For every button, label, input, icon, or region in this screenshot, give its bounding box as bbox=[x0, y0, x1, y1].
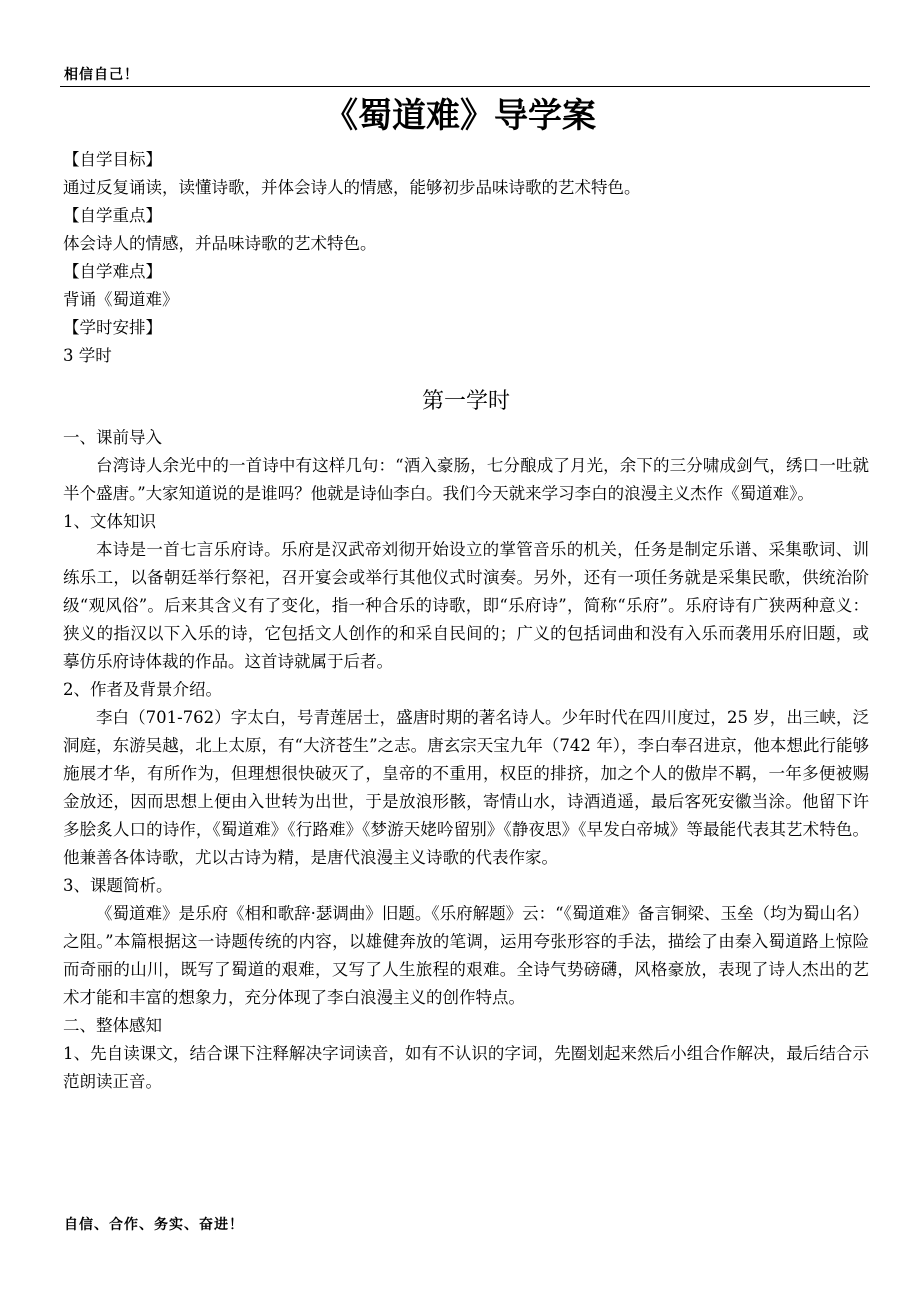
part1-item2-heading: 2、作者及背景介绍。 bbox=[63, 680, 222, 699]
part1-item2-body: 李白（701-762）字太白，号青莲居士，盛唐时期的著名诗人。少年时代在四川度过，25 岁，出三峡，泛洞庭，东游吴越，北上太原，有“大济苍生”之志。唐玄宗天宝九年（742 年），李白奉召进京，他本想此行能够施展才华，有所作为，但理想很快破灭了，皇帝的不重用，权臣的排挤，加之个人的傲岸不羁，一年多便被赐金放还，因而思想上便由入世转为出世，于是放浪形骸，寄情山水，诗酒逍遥，最后客死安徽当涂。他留下许多脍炙人口的诗作，《蜀道难》《行路难》《梦游天姥吟留别》《静夜思》《早发白帝城》等最能代表其艺术特色。他兼善各体诗歌，尤以古诗为精，是唐代浪漫主义诗歌的代表作家。 bbox=[63, 708, 869, 867]
section-body-focus: 体会诗人的情感，并品味诗歌的艺术特色。 bbox=[63, 234, 377, 253]
part1-heading: 一、课前导入 bbox=[63, 428, 162, 447]
part1-item1-body: 本诗是一首七言乐府诗。乐府是汉武帝刘彻开始设立的掌管音乐的机关，任务是制定乐谱、采集歌词、训练乐工，以备朝廷举行祭祀，召开宴会或举行其他仪式时演奏。另外，还有一项任务就是采集民歌，供统治阶级“观风俗”。后来其含义有了变化，指一种合乐的诗歌，即“乐府诗”，简称“乐府”。乐府诗有广狭两种意义：狭义的指汉以下入乐的诗，它包括文人创作的和采自民间的；广义的包括词曲和没有入乐而袭用乐府旧题，或摹仿乐府诗体裁的作品。这首诗就属于后者。 bbox=[63, 540, 869, 671]
section-heading-focus: 【自学重点】 bbox=[63, 206, 162, 225]
document-body bbox=[63, 146, 869, 1096]
lesson-title: 第一学时 bbox=[421, 389, 510, 414]
section-heading-goals: 【自学目标】 bbox=[63, 150, 162, 169]
part1-item3-body: 《蜀道难》是乐府《相和歌辞·瑟调曲》旧题。《乐府解题》云：“《蜀道难》备言铜梁、玉垒（均为蜀山名）之阻。”本篇根据这一诗题传统的内容，以雄健奔放的笔调，运用夸张形容的手法，描绘了由秦入蜀道路上惊险而奇丽的山川，既写了蜀道的艰难，又写了人生旅程的艰难。全诗气势磅礴，风格豪放，表现了诗人杰出的艺术才能和丰富的想象力，充分体现了李白浪漫主义的创作特点。 bbox=[63, 904, 869, 1007]
section-body-goals: 通过反复诵读，读懂诗歌，并体会诗人的情感，能够初步品味诗歌的艺术特色。 bbox=[63, 178, 641, 197]
page-header-motto: 相信自己！ bbox=[64, 67, 139, 83]
part2-item1: 1、先自读课文，结合课下注释解决字词读音，如有不认识的字词，先圈划起来然后小组合作解决，最后结合示范朗读正音。 bbox=[63, 1044, 869, 1091]
part1-intro: 台湾诗人余光中的一首诗中有这样几句：“酒入豪肠，七分酿成了月光，余下的三分啸成剑气，绣口一吐就半个盛唐。”大家知道说的是谁吗？他就是诗仙李白。我们今天就来学习李白的浪漫主义杰作《蜀道难》。 bbox=[63, 456, 869, 503]
header-divider bbox=[60, 86, 870, 87]
part1-item3-heading: 3、课题简析。 bbox=[63, 876, 173, 895]
part1-item1-heading: 1、文体知识 bbox=[63, 512, 156, 531]
section-heading-difficulty: 【自学难点】 bbox=[63, 262, 162, 281]
section-heading-schedule: 【学时安排】 bbox=[63, 318, 162, 337]
section-body-difficulty: 背诵《蜀道难》 bbox=[63, 290, 179, 309]
part2-heading: 二、整体感知 bbox=[63, 1016, 162, 1035]
document-title: 《蜀道难》导学案 bbox=[324, 96, 596, 136]
page-footer-motto: 自信、合作、务实、奋进！ bbox=[64, 1217, 244, 1233]
section-body-schedule: 3 学时 bbox=[63, 346, 112, 365]
